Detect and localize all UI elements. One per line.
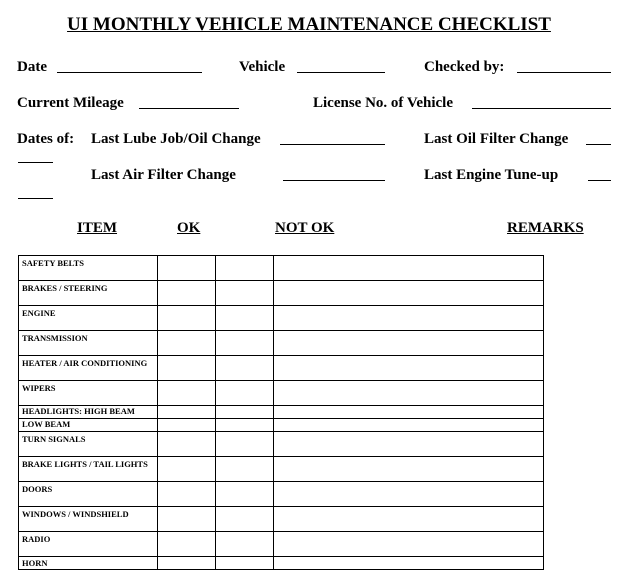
not-ok-cell[interactable]	[216, 532, 274, 557]
current-mileage-label: Current Mileage	[17, 95, 124, 111]
current-mileage-field[interactable]	[139, 108, 239, 109]
ok-cell[interactable]	[158, 532, 216, 557]
table-row	[19, 482, 544, 507]
ok-cell[interactable]	[158, 306, 216, 331]
item-header: ITEM	[77, 220, 118, 236]
checklist-table	[18, 255, 544, 570]
ok-cell[interactable]	[158, 381, 216, 406]
dates-of-label: Dates of:	[17, 131, 75, 147]
item-cell: HORN	[19, 557, 158, 570]
table-row	[19, 356, 544, 381]
remarks-cell[interactable]	[274, 432, 544, 457]
ok-cell[interactable]	[158, 331, 216, 356]
item-cell: ENGINE	[19, 306, 158, 331]
checked-by-label: Checked by:	[424, 59, 505, 75]
not-ok-cell[interactable]	[216, 432, 274, 457]
not-ok-header: NOT OK	[275, 220, 335, 236]
remarks-cell[interactable]	[274, 457, 544, 482]
not-ok-cell[interactable]	[216, 557, 274, 570]
table-row	[19, 306, 544, 331]
remarks-header: REMARKS	[507, 220, 584, 236]
remarks-cell[interactable]	[274, 306, 544, 331]
not-ok-cell[interactable]	[216, 482, 274, 507]
ok-cell[interactable]	[158, 419, 216, 432]
last-lube-field[interactable]	[280, 144, 385, 145]
not-ok-cell[interactable]	[216, 381, 274, 406]
item-cell: DOORS	[19, 482, 158, 507]
remarks-cell[interactable]	[274, 356, 544, 381]
item-cell: TURN SIGNALS	[19, 432, 158, 457]
remarks-cell[interactable]	[274, 482, 544, 507]
ok-cell[interactable]	[158, 557, 216, 570]
remarks-cell[interactable]	[274, 281, 544, 306]
ok-cell[interactable]	[158, 406, 216, 419]
last-oil-filter-field[interactable]	[586, 144, 611, 145]
last-oil-filter-label: Last Oil Filter Change	[424, 131, 569, 147]
item-cell: BRAKES / STEERING	[19, 281, 158, 306]
table-row	[19, 381, 544, 406]
remarks-cell[interactable]	[274, 406, 544, 419]
not-ok-cell[interactable]	[216, 419, 274, 432]
item-cell: LOW BEAM	[19, 419, 158, 432]
not-ok-cell[interactable]	[216, 256, 274, 281]
remarks-cell[interactable]	[274, 532, 544, 557]
license-label: License No. of Vehicle	[313, 95, 453, 111]
not-ok-cell[interactable]	[216, 356, 274, 381]
table-row	[19, 281, 544, 306]
item-cell: WIPERS	[19, 381, 158, 406]
not-ok-cell[interactable]	[216, 281, 274, 306]
not-ok-cell[interactable]	[216, 406, 274, 419]
item-cell: TRANSMISSION	[19, 331, 158, 356]
license-field[interactable]	[472, 108, 611, 109]
remarks-cell[interactable]	[274, 557, 544, 570]
item-cell: WINDOWS / WINDSHIELD	[19, 507, 158, 532]
last-air-filter-field[interactable]	[283, 180, 385, 181]
last-tuneup-field[interactable]	[588, 180, 611, 181]
ok-cell[interactable]	[158, 507, 216, 532]
item-cell: SAFETY BELTS	[19, 256, 158, 281]
item-cell: HEATER / AIR CONDITIONING	[19, 356, 158, 381]
table-row	[19, 256, 544, 281]
last-tuneup-field-cont[interactable]	[18, 198, 53, 199]
ok-cell[interactable]	[158, 482, 216, 507]
not-ok-cell[interactable]	[216, 306, 274, 331]
not-ok-cell[interactable]	[216, 331, 274, 356]
table-row	[19, 557, 544, 570]
remarks-cell[interactable]	[274, 256, 544, 281]
table-row	[19, 457, 544, 482]
remarks-cell[interactable]	[274, 507, 544, 532]
item-cell: HEADLIGHTS: HIGH BEAM	[19, 406, 158, 419]
last-lube-label: Last Lube Job/Oil Change	[91, 131, 261, 147]
remarks-cell[interactable]	[274, 381, 544, 406]
table-row	[19, 507, 544, 532]
not-ok-cell[interactable]	[216, 457, 274, 482]
item-cell: BRAKE LIGHTS / TAIL LIGHTS	[19, 457, 158, 482]
table-row	[19, 419, 544, 432]
ok-header: OK	[177, 220, 201, 236]
date-field[interactable]	[57, 72, 202, 73]
ok-cell[interactable]	[158, 432, 216, 457]
remarks-cell[interactable]	[274, 419, 544, 432]
last-tuneup-label: Last Engine Tune-up	[424, 167, 559, 183]
not-ok-cell[interactable]	[216, 507, 274, 532]
last-air-filter-label: Last Air Filter Change	[91, 167, 236, 183]
item-cell: RADIO	[19, 532, 158, 557]
vehicle-label: Vehicle	[239, 59, 286, 75]
last-oil-filter-field-cont[interactable]	[18, 162, 53, 163]
vehicle-field[interactable]	[297, 72, 385, 73]
ok-cell[interactable]	[158, 256, 216, 281]
ok-cell[interactable]	[158, 281, 216, 306]
page-title: UI MONTHLY VEHICLE MAINTENANCE CHECKLIST	[67, 14, 551, 35]
table-row	[19, 331, 544, 356]
remarks-cell[interactable]	[274, 331, 544, 356]
table-row	[19, 432, 544, 457]
ok-cell[interactable]	[158, 356, 216, 381]
ok-cell[interactable]	[158, 457, 216, 482]
table-row	[19, 406, 544, 419]
table-row	[19, 532, 544, 557]
date-label: Date	[17, 59, 47, 75]
checked-by-field[interactable]	[517, 72, 611, 73]
